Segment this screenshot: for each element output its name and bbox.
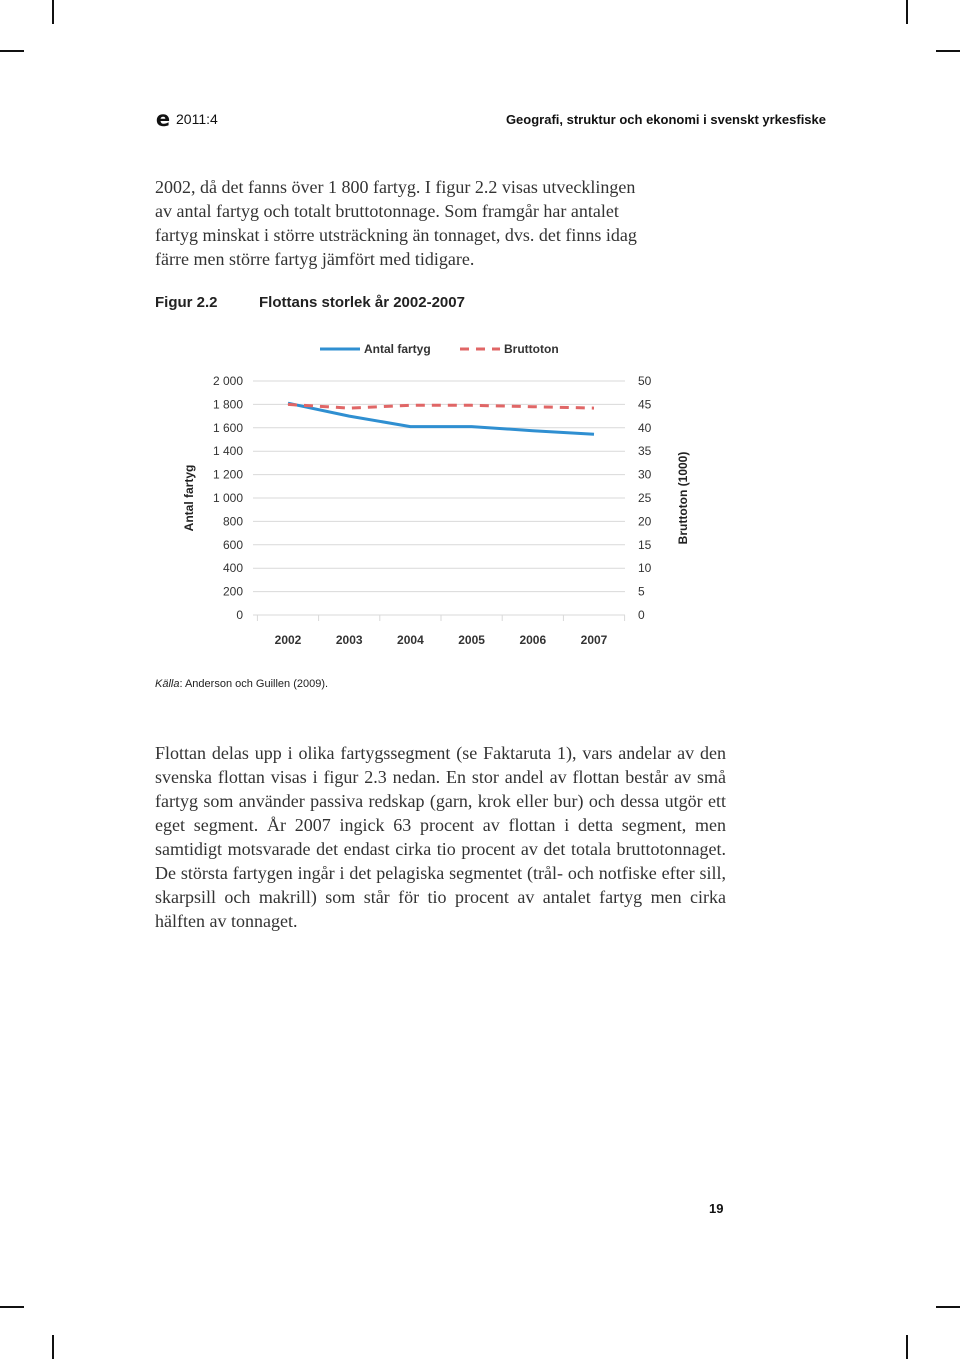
figure-number: Figur 2.2	[155, 294, 218, 311]
right-tick-label: 40	[638, 420, 652, 435]
source-label: Källa	[155, 678, 180, 690]
chart-series	[288, 403, 594, 434]
issue-number: 2011:4	[176, 111, 218, 127]
x-tick-label: 2004	[397, 633, 424, 647]
left-tick-label: 800	[222, 514, 243, 529]
chart-legend	[320, 342, 559, 356]
text-line: av flottan består av små fartyg som använder passiva redskap (garn,	[155, 767, 726, 811]
x-tick-label: 2003	[335, 633, 363, 647]
right-tick-label: 35	[638, 444, 652, 459]
left-tick-label: 200	[222, 584, 243, 599]
text-line: endast cirka tio procent av det totala bruttotonnaget. De största	[155, 839, 727, 883]
text-line: andelar av den svenska flottan visas i figur 2.3 nedan. En stor andel	[155, 743, 726, 787]
right-axis-title: Bruttoton (1000)	[676, 451, 690, 545]
left-tick-label: 600	[222, 537, 243, 552]
right-tick-label: 45	[638, 397, 652, 412]
left-tick-label: 2 000	[212, 374, 243, 388]
left-tick-label: 1 800	[212, 397, 243, 412]
text-line: 2002, då det fanns över 1 800 fartyg. I figur 2.2 visas utvecklingen	[155, 177, 636, 197]
x-tick-label: 2006	[519, 633, 547, 647]
text-line: färre men större fartyg jämfört med tidigare.	[155, 249, 475, 269]
left-tick-label: 1 000	[212, 491, 243, 505]
right-tick-label: 20	[638, 514, 652, 529]
right-tick-label: 50	[638, 374, 652, 388]
right-tick-label: 25	[638, 491, 652, 505]
x-axis-ticks	[275, 633, 608, 647]
left-tick-label: 1 200	[212, 467, 243, 482]
right-tick-label: 30	[638, 467, 652, 482]
crop-mark	[0, 1306, 24, 1308]
series-line-bruttoton	[288, 404, 594, 408]
left-tick-label: 400	[222, 561, 243, 576]
right-axis-ticks	[638, 374, 652, 622]
x-tick-label: 2002	[274, 633, 302, 647]
text-line: procent av flottan i detta segment, men samtidigt motsvarade det	[155, 815, 727, 859]
running-header-title: Geografi, struktur och ekonomi i svenskt yrkesfiske	[505, 112, 826, 127]
left-axis-title: Antal fartyg	[182, 464, 196, 532]
text-line: fartyg minskat i större utsträckning än tonnaget, dvs. det finns idag	[155, 225, 637, 245]
text-line: men cirka hälften av tonnaget.	[155, 887, 727, 931]
page-number: 19	[709, 1201, 724, 1216]
left-tick-label: 1 400	[212, 444, 243, 459]
x-tick-label: 2007	[580, 633, 608, 647]
left-tick-label: 1 600	[212, 420, 243, 435]
crop-mark	[936, 1306, 960, 1308]
figure-title: Flottans storlek år 2002-2007	[259, 294, 465, 311]
text-line: Flottan delas upp i olika fartygssegment (se Faktaruta 1), vars	[155, 743, 613, 763]
left-tick-label: 0	[236, 608, 243, 622]
right-tick-label: 5	[638, 584, 645, 599]
legend-label: Bruttoton	[504, 342, 559, 356]
right-tick-label: 15	[638, 537, 652, 552]
left-axis-ticks	[213, 374, 243, 622]
right-tick-label: 0	[638, 608, 645, 622]
legend-label: Antal fartyg	[364, 342, 431, 356]
right-tick-label: 10	[638, 561, 652, 576]
figure-source	[155, 678, 328, 690]
text-line: krok eller bur) och dessa utgör ett eget segment. År 2007 ingick 63	[155, 791, 726, 835]
text-line: fartygen ingår i det pelagiska segmentet (trål- och notfiske efter	[232, 863, 695, 883]
source-text: : Anderson och Guillen (2009).	[179, 678, 329, 690]
x-tick-label: 2005	[458, 633, 485, 647]
crop-mark	[52, 1335, 54, 1359]
text-line: sill, skarpsill och makrill) som står för tio procent av antalet fartyg	[155, 863, 726, 907]
e-logo-icon: e	[155, 106, 171, 131]
body-paragraph	[155, 741, 726, 933]
text-line: av antal fartyg och totalt bruttotonnage. Som framgår har antalet	[155, 201, 619, 221]
chart-grid	[253, 381, 625, 621]
crop-mark	[906, 1335, 908, 1359]
